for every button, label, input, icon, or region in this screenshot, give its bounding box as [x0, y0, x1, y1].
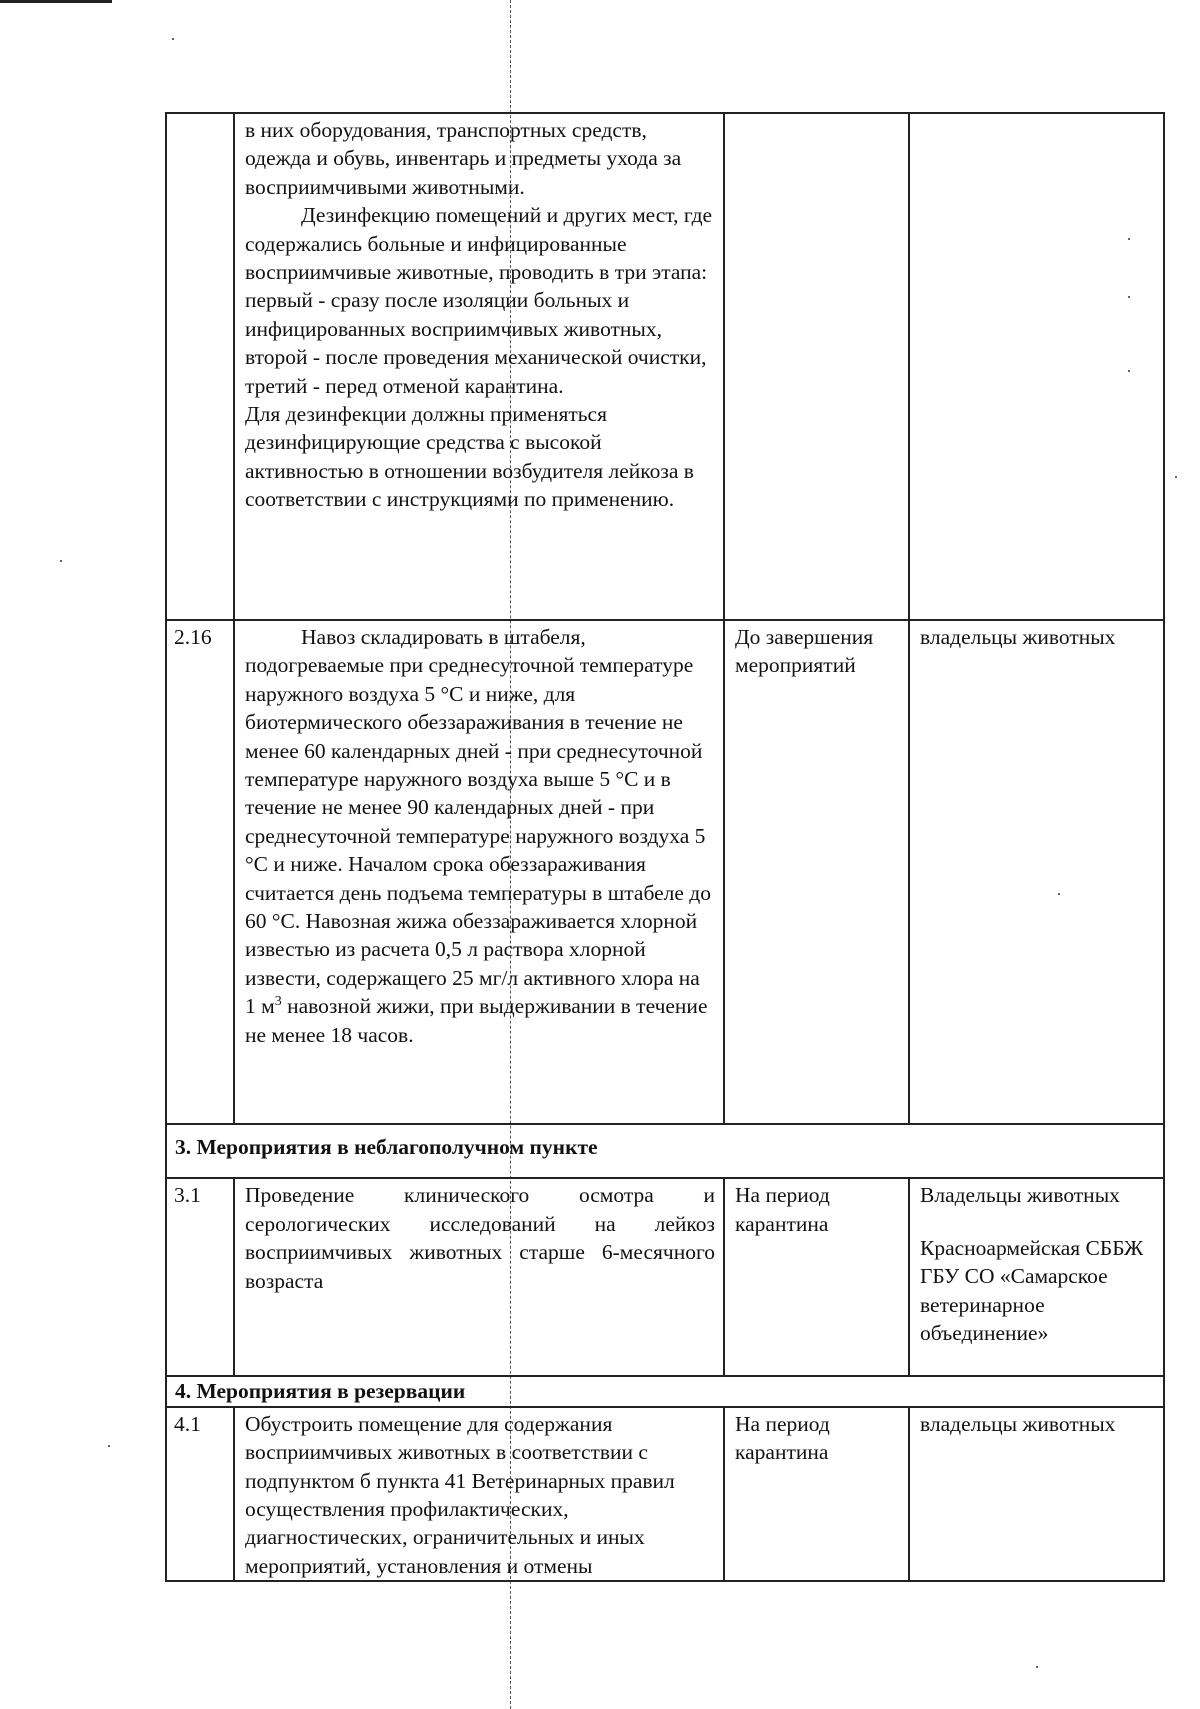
- term-cell: [724, 113, 909, 620]
- term-cell: На период карантина: [724, 1407, 909, 1581]
- section-title: 4. Мероприятия в резервации: [166, 1376, 1164, 1406]
- measures-table: [165, 112, 1165, 1582]
- section-header-4: [166, 1376, 1164, 1406]
- scan-speck: [1058, 893, 1060, 895]
- term-cell: На период карантина: [724, 1178, 909, 1376]
- row-number-cell: [166, 113, 234, 620]
- responsible-cell: владельцы животных: [909, 620, 1164, 1124]
- table-row-3-1: [166, 1178, 1164, 1376]
- table-row-continued: [166, 113, 1164, 620]
- scan-speck: [1036, 1666, 1038, 1668]
- table-row-2-16: [166, 620, 1164, 1124]
- measure-text-tail: навозной жижи, при выдерживании в течение не менее 18 часов.: [245, 994, 708, 1047]
- responsible-cell: владельцы животных: [909, 1407, 1164, 1581]
- scan-edge-mark: [0, 0, 112, 3]
- scan-speck: [1128, 238, 1130, 240]
- term-cell: До завершения мероприятий: [724, 620, 909, 1124]
- scan-speck: [1175, 476, 1177, 478]
- section-header-3: [166, 1124, 1164, 1178]
- measure-text-cell: Обустроить помещение для содержания восприимчивых животных в соответствии с подпунктом б пункта 41 Ветеринарных правил осуществления профилактических, диагностических, ограничительных и иных мероприятий, установления и отмены: [234, 1407, 724, 1581]
- measure-text-cell: [234, 113, 724, 620]
- scan-speck: [1128, 370, 1130, 372]
- responsible-cell: [909, 1178, 1164, 1376]
- responsible-cell: [909, 113, 1164, 620]
- responsible-owner: Владельцы животных: [920, 1183, 1120, 1208]
- superscript: 3: [274, 994, 282, 1010]
- measure-paragraph: Дезинфекцию помещений и других мест, где содержались больные и инфицированные восприимчивые животные, проводить в три этапа: первый - сразу после изоляции больных и инфицированных восприимчивых животных, второй - после проведения механической очистки, третий - перед отменой карантина.: [245, 203, 713, 398]
- scan-speck: [108, 1445, 110, 1447]
- measure-paragraph: [245, 623, 715, 1049]
- section-title: 3. Мероприятия в неблагополучном пункте: [166, 1124, 1164, 1178]
- responsible-vet-service: Красноармейская СББЖ ГБУ СО «Самарское ветеринарное объединение»: [920, 1235, 1144, 1346]
- row-number: 4.1: [166, 1407, 234, 1581]
- measure-text: Навоз складировать в штабеля, подогреваемые при среднесуточной температуре наружного воздуха 5 °С и ниже, для биотермического обеззараживания в течение не менее 60 календарных дней - при среднесуточной температуре наружного воздуха выше 5 °С и в течение не менее 90 календарных дней - при среднесуточной температуре наружного воздуха 5 °С и ниже. Началом срока обеззараживания считается день подъема температуры в штабеле до 60 °С. Навозная жижа обеззараживается хлорной известью из расчета 0,5 л раствора хлорной извести, содержащего 25 мг/л активного хлора на 1 м: [245, 625, 711, 1019]
- scan-speck: [1128, 296, 1130, 298]
- measure-text-cell: [234, 620, 724, 1124]
- row-number: 2.16: [166, 620, 234, 1124]
- measure-paragraph: в них оборудования, транспортных средств, одежда и обувь, инвентарь и предметы ухода за восприимчивыми животными.: [245, 118, 682, 199]
- measure-paragraph: Для дезинфекции должны применяться дезинфицирующие средства с высокой активностью в отношении возбудителя лейкоза в соответствии с инструкциями по применению.: [245, 402, 694, 512]
- table-row-4-1: [166, 1407, 1164, 1581]
- scan-speck: [172, 38, 174, 40]
- measure-text-cell: Проведение клинического осмотра и серологических исследований на лейкоз восприимчивых животных старше 6-месячного возраста: [234, 1178, 724, 1376]
- scan-speck: [60, 560, 62, 562]
- row-number: 3.1: [166, 1178, 234, 1376]
